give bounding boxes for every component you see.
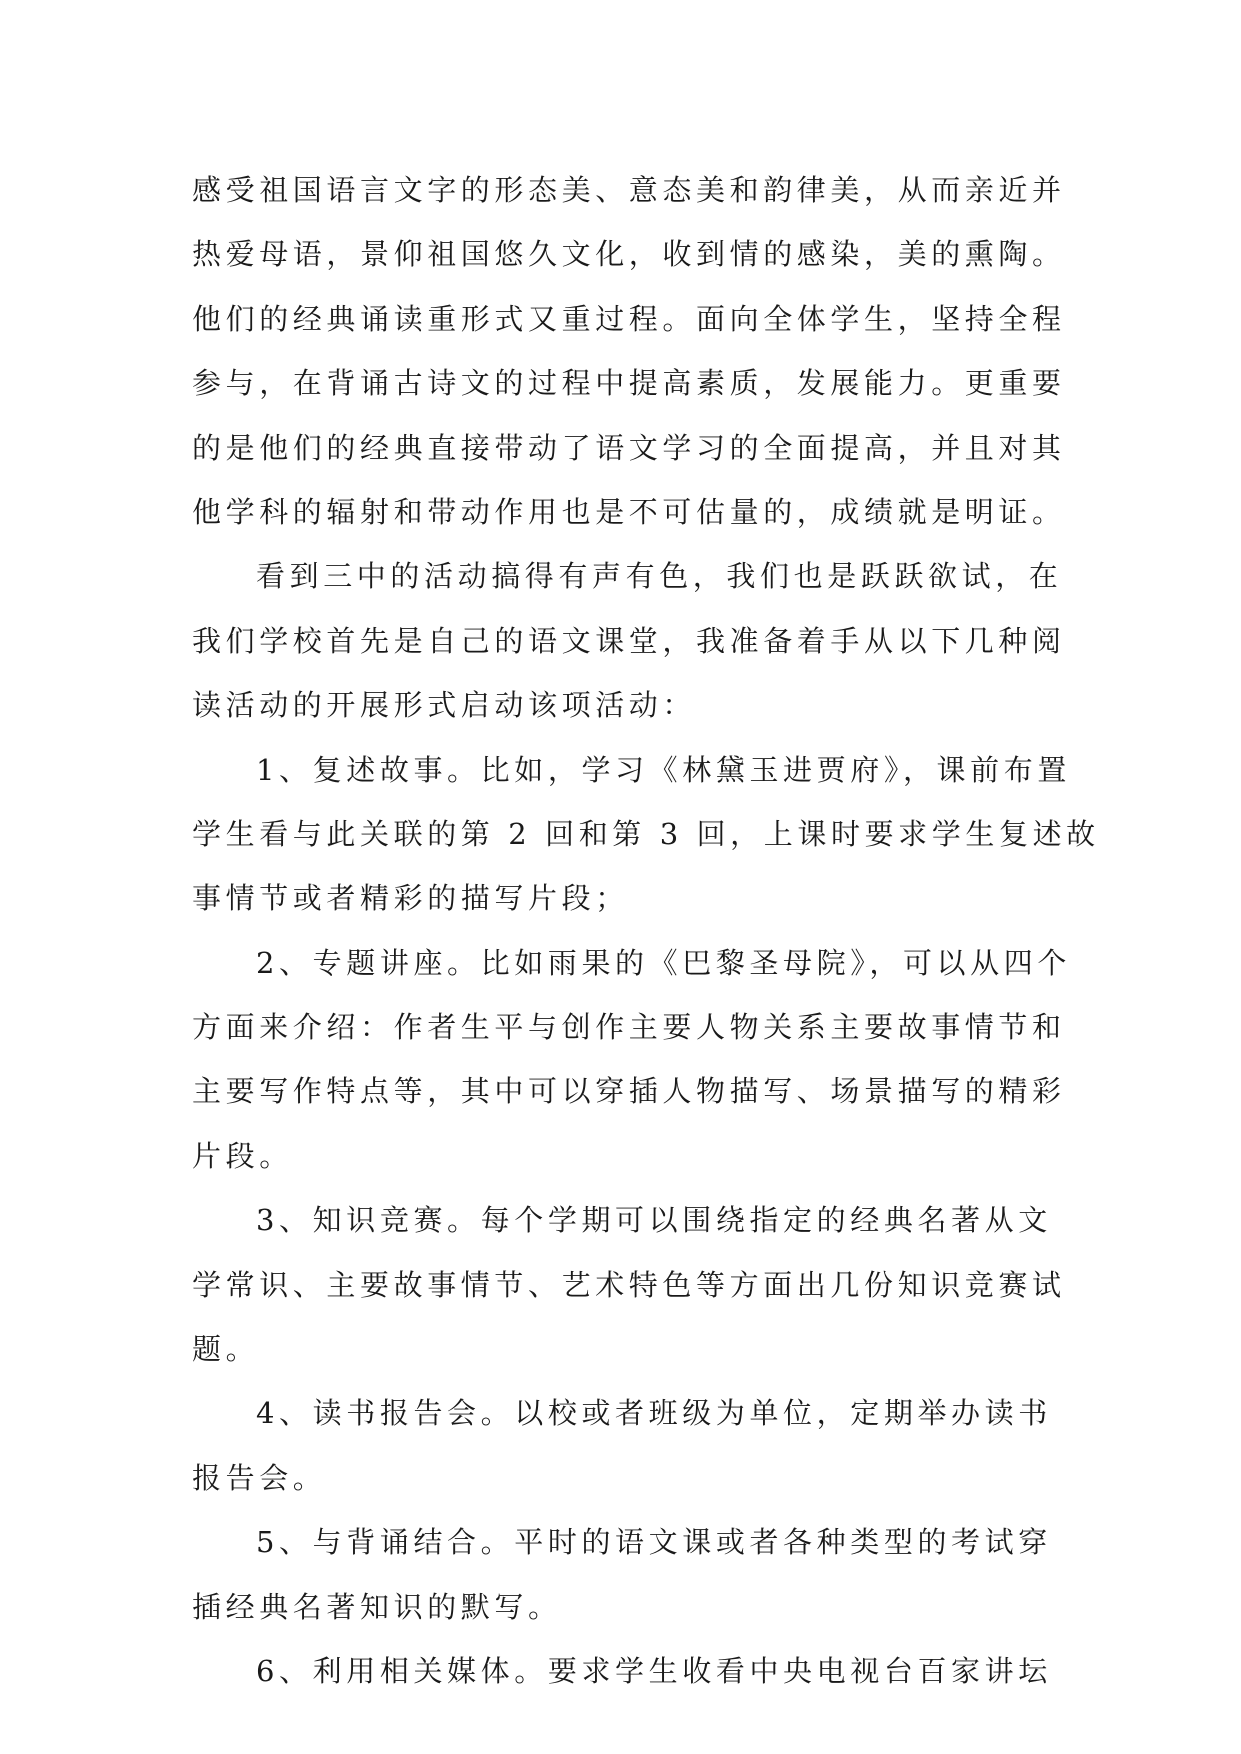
text-line: 学常识、主要故事情节、艺术特色等方面出几份知识竞赛试 [192,1267,1066,1302]
text-line: 我们学校首先是自己的语文课堂，我准备着手从以下几种阅 [192,623,1066,658]
text-line: 方面来介绍：作者生平与创作主要人物关系主要故事情节和 [192,1010,1066,1045]
text-line: 报告会。 [192,1460,327,1495]
text-line: 学生看与此关联的第 2 回和第 3 回，上课时要求学生复述故 [192,816,1100,851]
paragraph-first-line: 1、复述故事。比如，学习《林黛玉进贾府》，课前布置 [256,752,1071,787]
text-line: 主要写作特点等，其中可以穿插人物描写、场景描写的精彩 [192,1074,1066,1109]
text-line: 感受祖国语言文字的形态美、意态美和韵律美，从而亲近并 [192,173,1066,207]
paragraph-first-line: 3、知识竞赛。每个学期可以围绕指定的经典名著从文 [256,1203,1052,1238]
text-line: 的是他们的经典直接带动了语文学习的全面提高，并且对其 [192,430,1066,465]
paragraph-first-line: 5、与背诵结合。平时的语文课或者各种类型的考试穿 [256,1525,1052,1560]
body-text [192,158,1100,1703]
text-line: 他学科的辐射和带动作用也是不可估量的，成绩就是明证。 [192,494,1066,529]
text-line: 片段。 [192,1138,293,1173]
text-line: 题。 [192,1332,260,1367]
text-line: 参与，在背诵古诗文的过程中提高素质，发展能力。更重要 [192,366,1066,401]
paragraph-first-line: 6、利用相关媒体。要求学生收看中央电视台百家讲坛 [256,1653,1052,1688]
text-line: 他们的经典诵读重形式又重过程。面向全体学生，坚持全程 [192,301,1066,336]
text-line: 读活动的开展形式启动该项活动： [192,688,697,723]
text-line: 插经典名著知识的默写。 [192,1589,562,1624]
text-line: 事情节或者精彩的描写片段； [192,881,629,916]
paragraph-first-line: 看到三中的活动搞得有声有色，我们也是跃跃欲试，在 [256,559,1063,594]
text-line: 热爱母语，景仰祖国悠久文化，收到情的感染，美的熏陶。 [192,237,1066,272]
paragraph-first-line: 4、读书报告会。以校或者班级为单位，定期举办读书 [256,1396,1052,1431]
paragraph-first-line: 2、专题讲座。比如雨果的《巴黎圣母院》，可以从四个 [256,945,1071,980]
